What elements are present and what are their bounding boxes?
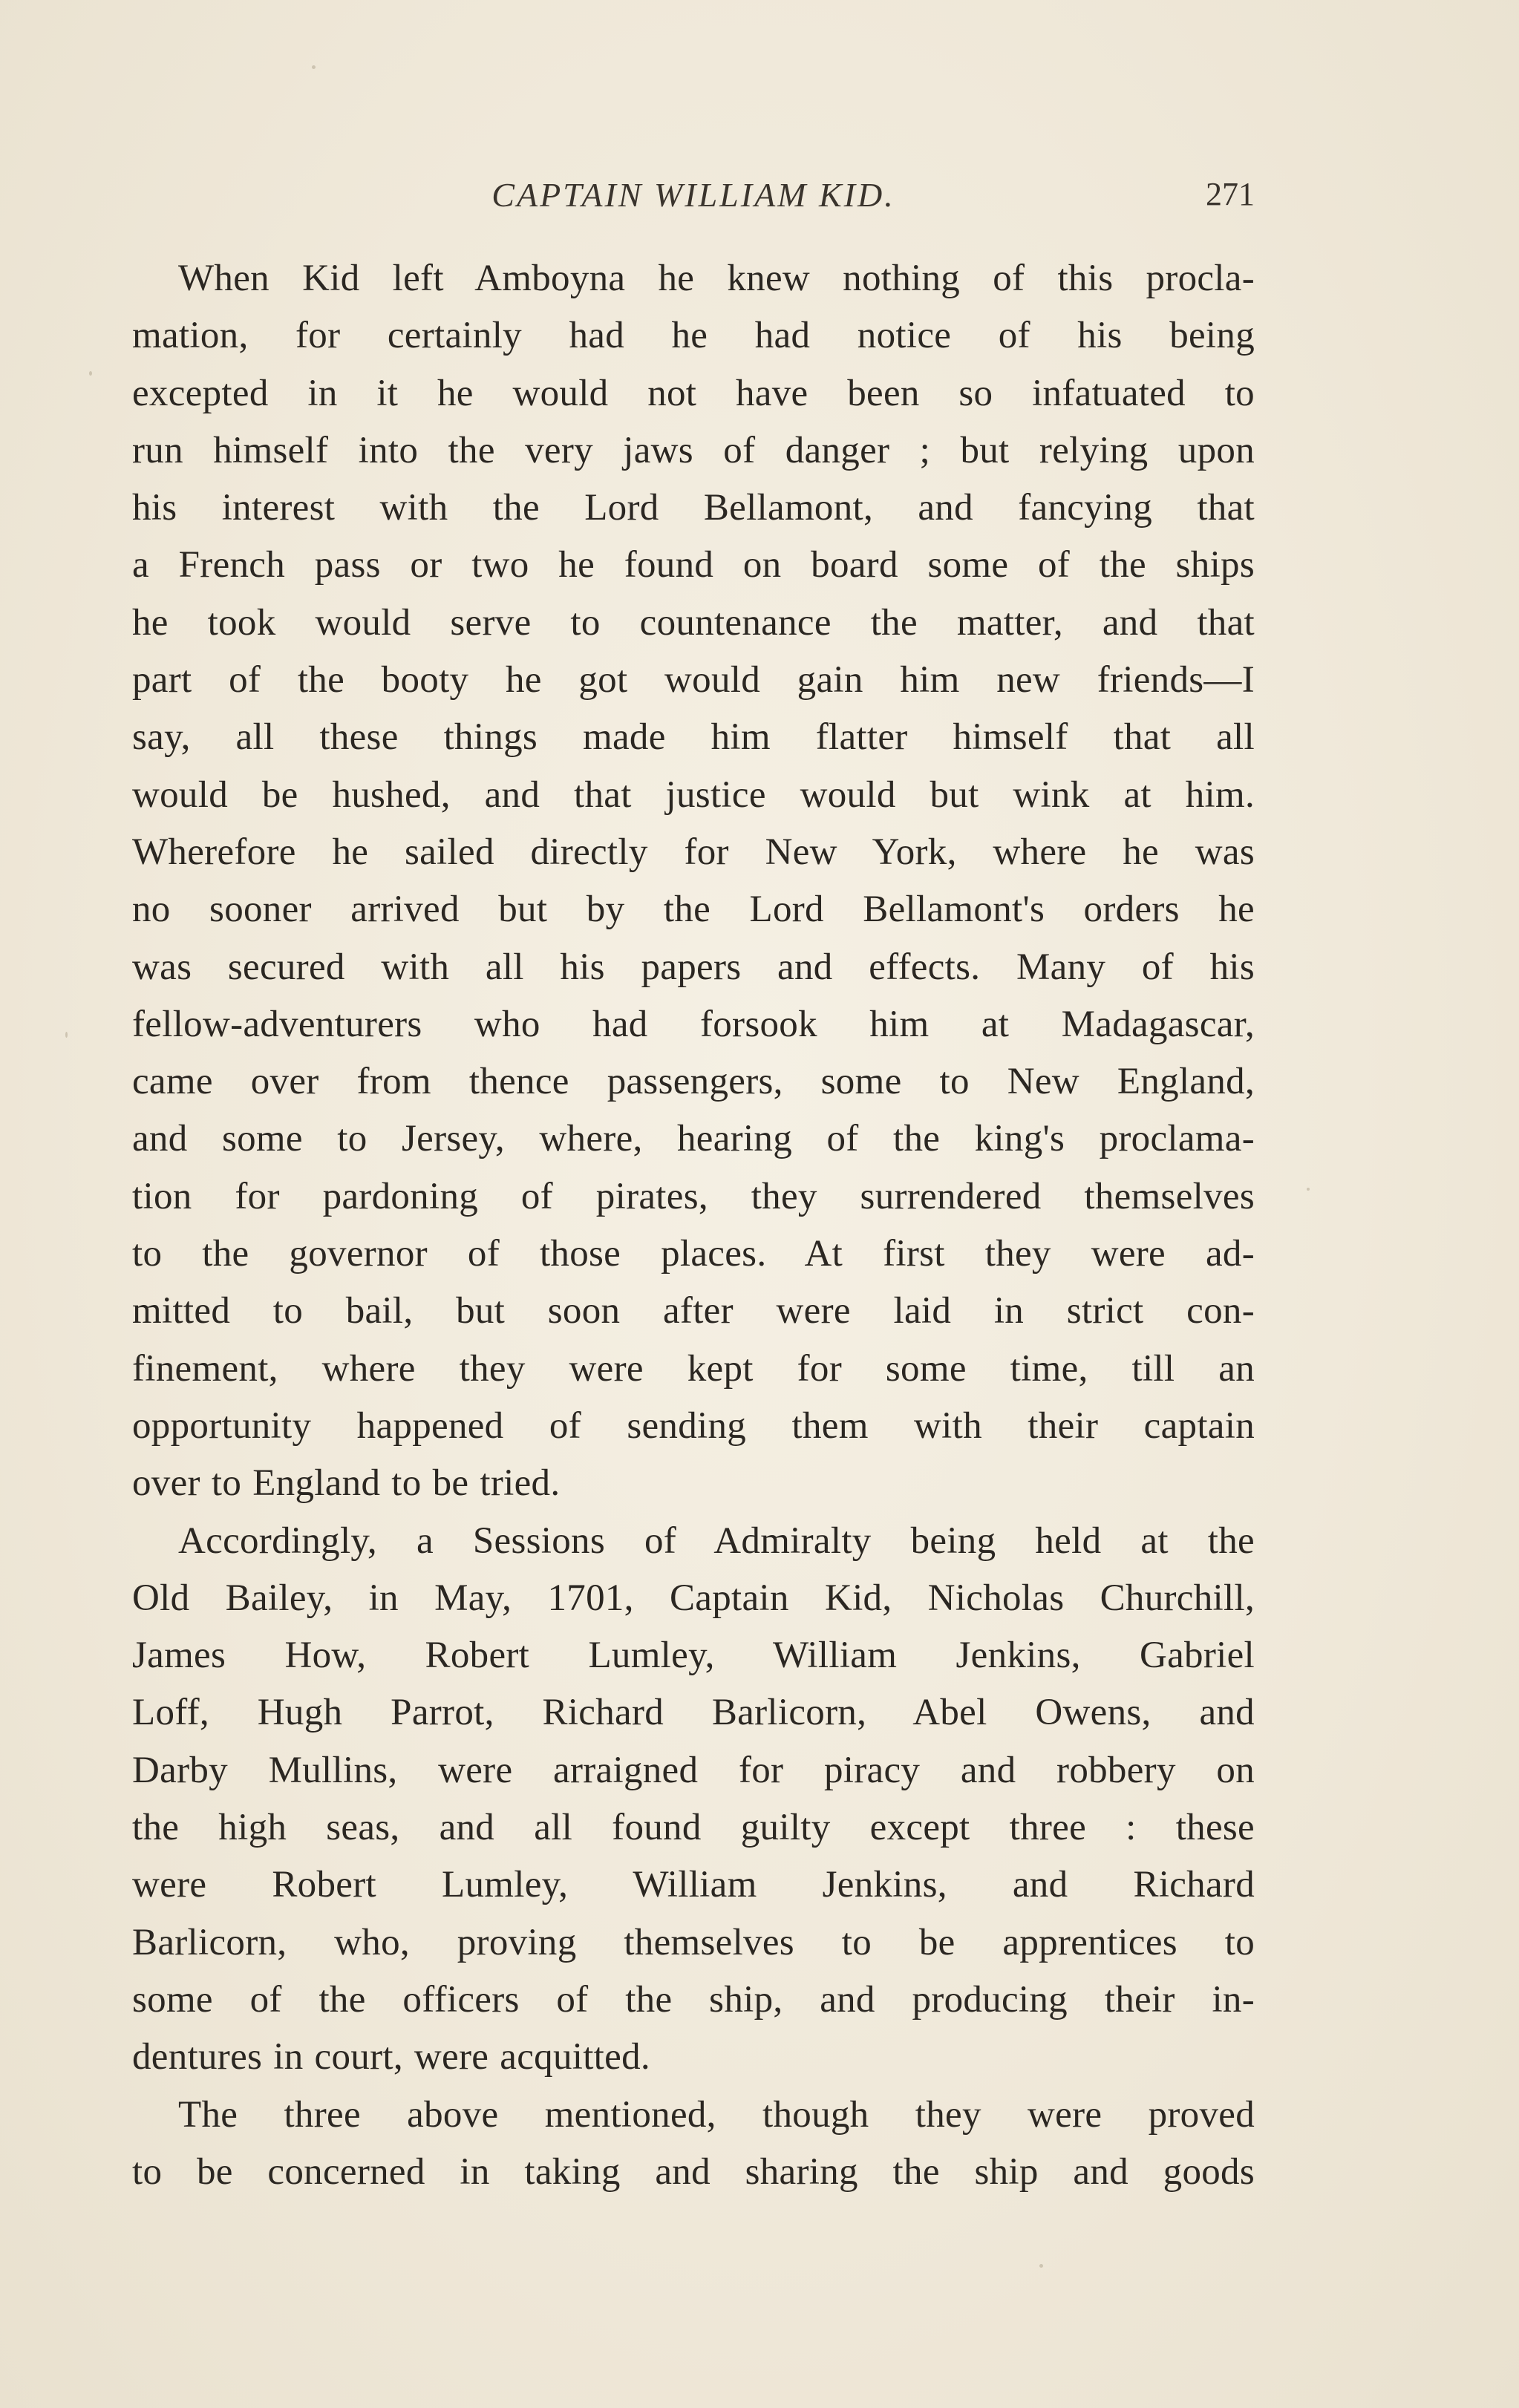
- paper-speck: [89, 371, 92, 376]
- text-line: his interest with the Lord Bellamont, and fancying that: [132, 487, 1255, 529]
- text-line: were Robert Lumley, William Jenkins, and Richard: [132, 1864, 1255, 1906]
- text-line: The three above mentioned, though they were proved: [178, 2093, 1255, 2136]
- text-line: say, all these things made him flatter himself that all: [132, 716, 1255, 759]
- text-line: over to England to be tried.: [132, 1462, 561, 1505]
- text-line: When Kid left Amboyna he knew nothing of this procla-: [178, 258, 1255, 299]
- text-line: to be concerned in taking and sharing the ship and goods: [132, 2150, 1255, 2193]
- paper-speck: [312, 65, 316, 69]
- body-text: [132, 250, 1255, 2201]
- text-line: to the governor of those places. At first they were ad-: [132, 1233, 1255, 1275]
- text-line: James How, Robert Lumley, William Jenkins, Gabriel: [132, 1635, 1255, 1677]
- text-line: and some to Jersey, where, hearing of the king's proclama-: [132, 1118, 1255, 1160]
- paragraph-1: [132, 250, 1255, 1513]
- text-line: tion for pardoning of pirates, they surrendered themselves: [132, 1175, 1255, 1217]
- text-line: a French pass or two he found on board some of the ships: [132, 544, 1255, 586]
- text-line: Wherefore he sailed directly for New York, where he was: [132, 831, 1255, 873]
- text-line: was secured with all his papers and effects. Many of his: [132, 946, 1255, 988]
- text-line: the high seas, and all found guilty except three : these: [132, 1807, 1255, 1849]
- text-line: Barlicorn, who, proving themselves to be apprentices to: [132, 1921, 1255, 1963]
- page-number: 271: [1206, 176, 1255, 212]
- text-line: finement, where they were kept for some time, till an: [132, 1347, 1255, 1390]
- running-head: [132, 175, 1255, 227]
- text-line: Old Bailey, in May, 1701, Captain Kid, Nicholas Churchill,: [132, 1577, 1255, 1619]
- text-line: came over from thence passengers, some to New England,: [132, 1061, 1255, 1103]
- paragraph-3: [132, 2087, 1255, 2202]
- text-line: opportunity happened of sending them with their captain: [132, 1404, 1255, 1447]
- text-line: Darby Mullins, were arraigned for piracy and robbery on: [132, 1749, 1255, 1791]
- running-title: CAPTAIN WILLIAM KID.: [491, 176, 895, 214]
- paper-speck: [65, 1032, 68, 1038]
- text-line: Loff, Hugh Parrot, Richard Barlicorn, Abel Owens, and: [132, 1692, 1255, 1734]
- text-line: excepted in it he would not have been so infatuated to: [132, 372, 1255, 414]
- paragraph-2: [132, 1513, 1255, 2087]
- text-line: Accordingly, a Sessions of Admiralty being held at the: [178, 1519, 1255, 1562]
- text-line: no sooner arrived but by the Lord Bellamont's orders he: [132, 889, 1255, 931]
- paper-speck: [1307, 1188, 1310, 1191]
- text-line: some of the officers of the ship, and producing their in-: [132, 1978, 1255, 2021]
- text-line: fellow-adventurers who had forsook him at Madagascar,: [132, 1003, 1255, 1045]
- text-line: part of the booty he got would gain him new friends—I: [132, 659, 1255, 701]
- text-line: mation, for certainly had he had notice of his being: [132, 315, 1255, 357]
- text-line: would be hushed, and that justice would but wink at him.: [132, 773, 1255, 816]
- paper-speck: [1039, 2264, 1043, 2268]
- text-line: dentures in court, were acquitted.: [132, 2036, 650, 2078]
- text-line: he took would serve to countenance the matter, and that: [132, 601, 1255, 644]
- text-line: mitted to bail, but soon after were laid in strict con-: [132, 1290, 1255, 1332]
- text-line: run himself into the very jaws of danger ; but relying upon: [132, 429, 1255, 471]
